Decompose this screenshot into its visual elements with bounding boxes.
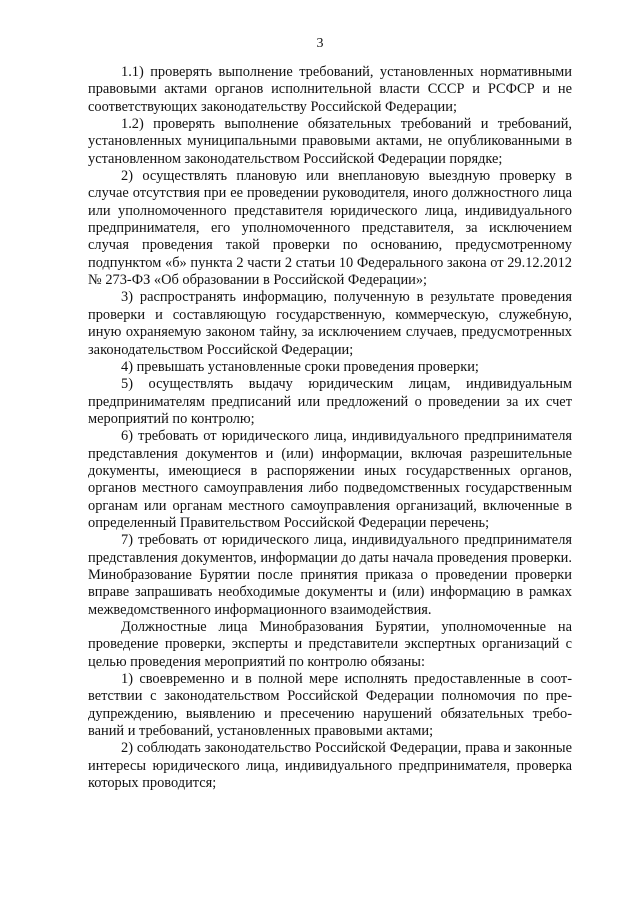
paragraph-prohibition-1-1: 1.1) проверять выполнение требований, установленных нормативными правовыми актами органов исполнительной власти СССР и РСФСР и не соответствующих законодательству Российской Федерации;	[88, 64, 572, 115]
paragraph-prohibition-6: 6) требовать от юридического лица, индивидуального предпринимателя представления документов и (или) информации, включая разрешительные документы, имеющиеся в распоряжении иных государственных органов, органов местного самоуправления либо подведомственных государственным органам или органам местного самоуправления организаций, включенные в определенный Правительством Российской Федерации перечень;	[88, 428, 572, 531]
paragraph-officials-obligations-intro: Должностные лица Минобразования Бурятии, уполномоченные на проведение проверки, эксперты и представители экспертных организаций с целью проведения мероприятий по контролю обязаны:	[88, 619, 572, 670]
paragraph-prohibition-5: 5) осуществлять выдачу юридическим лицам, индивидуальным предпринимателям предписаний или предложений о проведении за их счет мероприятий по контролю;	[88, 376, 572, 427]
paragraph-obligation-1: 1) своевременно и в полной мере исполнять предоставленные в соответствии с законодательством Российской Федерации полномочия по предупреждению, выявлению и пресечению нарушений обязательных требований и требований, установленных правовыми актами;	[88, 671, 572, 740]
paragraph-prohibition-7: 7) требовать от юридического лица, индивидуального предпринимателя представления документов, информации до даты начала проведения проверки. Минобразование Бурятии после принятия приказа о проведении проверки вправе запрашивать необходимые документы и (или) информацию в рамках межведомственного информационного взаимодействия.	[88, 532, 572, 618]
document-body	[88, 64, 572, 792]
paragraph-prohibition-4: 4) превышать установленные сроки проведения проверки;	[121, 358, 479, 375]
paragraph-prohibition-1-2: 1.2) проверять выполнение обязательных требований и требований, установленных муниципальными правовыми актами, не опубликованными в установленном законодательством Российской Федерации порядке;	[88, 116, 572, 167]
page-number: 3	[316, 36, 324, 51]
paragraph-prohibition-3: 3) распространять информацию, полученную в результате проведения проверки и составляющую государственную, коммерческую, служебную, иную охраняемую законом тайну, за исключением случаев, предусмотренных законодательством Российской Федерации;	[88, 289, 572, 358]
paragraph-prohibition-2: 2) осуществлять плановую или внеплановую выездную проверку в случае отсутствия при ее проведении руководителя, иного должностного лица или уполномоченного представителя юридического лица, индивидуального предпринимателя, его уполномоченного представителя, за исключением случая проведения такой проверки по основанию, предусмотренному подпунктом «б» пункта 2 части 2 статьи 10 Федерального закона от 29.12.2012 № 273-ФЗ «Об образовании в Российской Федерации»;	[88, 168, 572, 289]
paragraph-obligation-2: 2) соблюдать законодательство Российской Федерации, права и законные интересы юридического лица, индивидуального предпринимателя, проверка которых проводится;	[88, 740, 572, 792]
